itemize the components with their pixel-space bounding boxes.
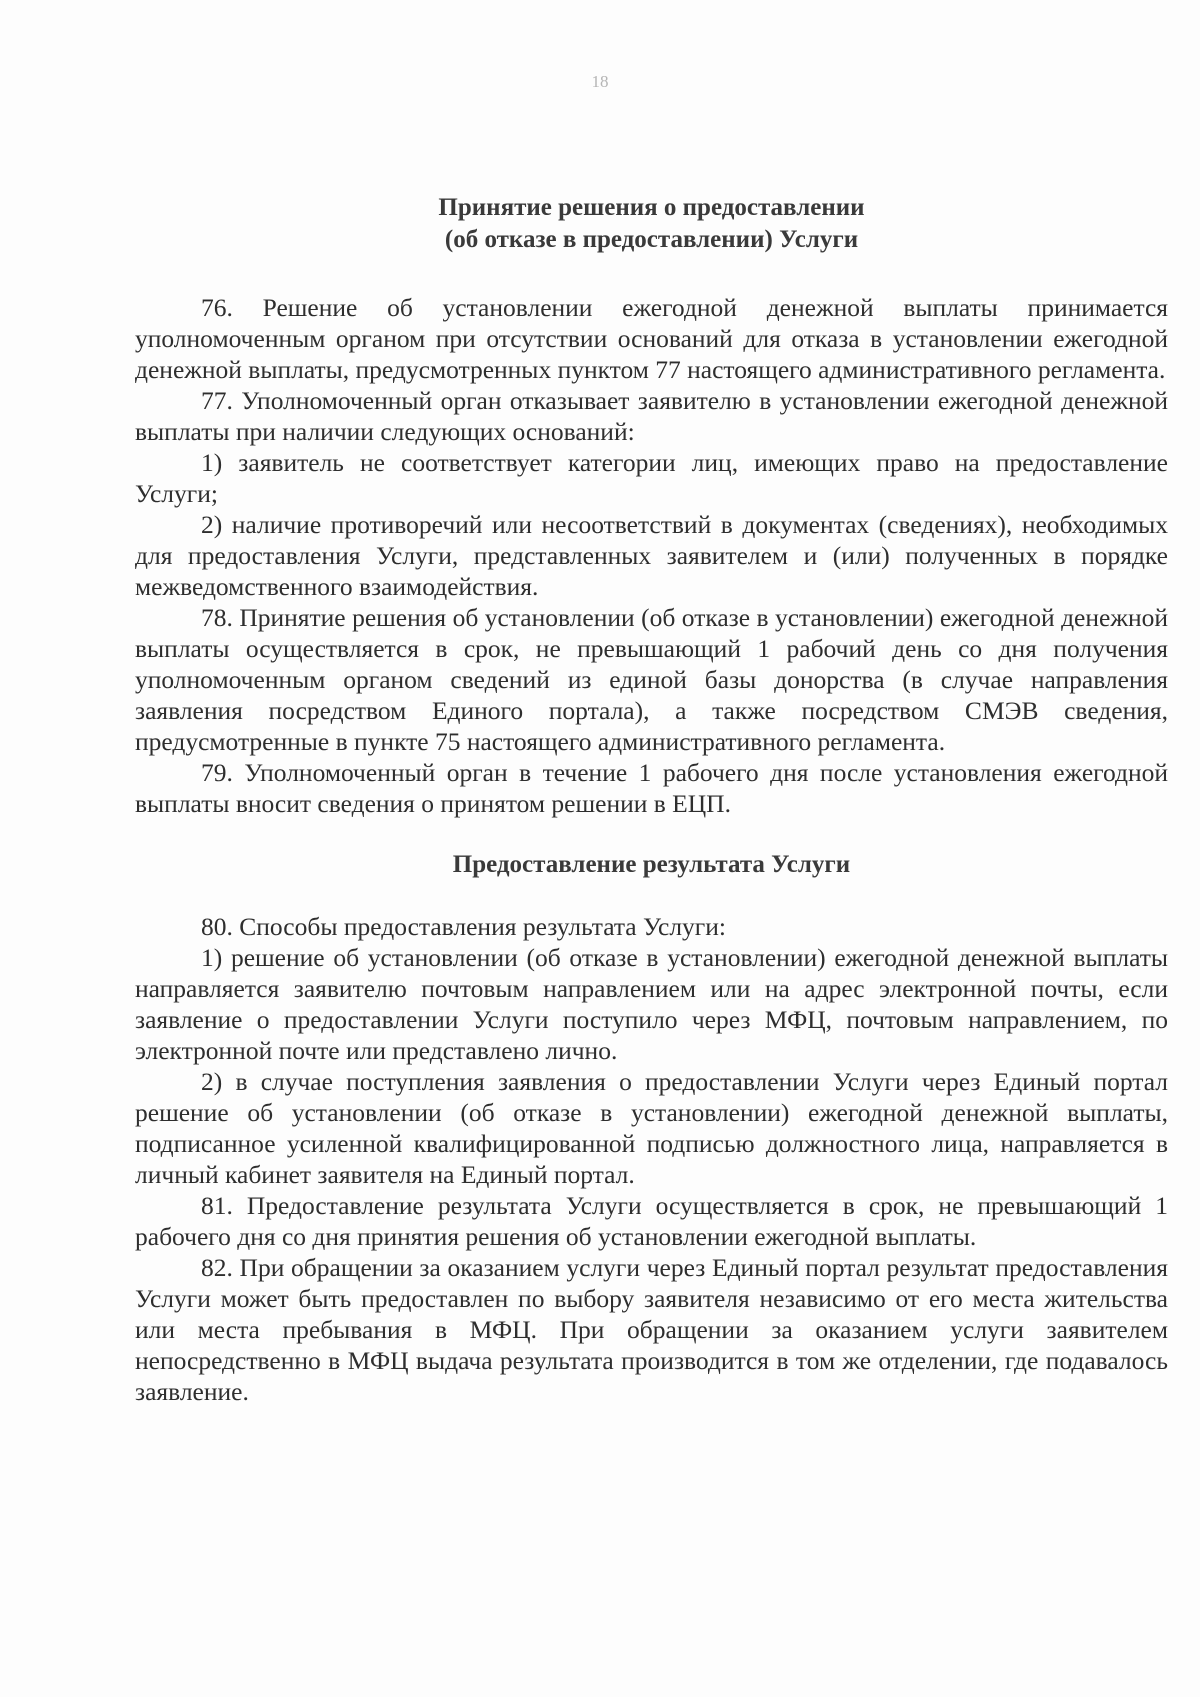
paragraph-77-item-2: 2) наличие противоречий или несоответствий в документах (сведениях), необходимых для предоставления Услуги, представленных заявителем и (или) полученных в порядке межведомственного взаимодействия. — [135, 510, 1168, 601]
section-title-line: Принятие решения о предоставлении — [438, 194, 865, 221]
page-number: 18 — [591, 72, 609, 91]
section-title-line: (об отказе в предоставлении) Услуги — [444, 226, 859, 253]
paragraph-80: 80. Способы предоставления результата Услуги: — [201, 912, 726, 941]
paragraph-77: 77. Уполномоченный орган отказывает заявителю в установлении ежегодной денежной выплаты при наличии следующих оснований: — [135, 386, 1168, 446]
paragraph-79: 79. Уполномоченный орган в течение 1 рабочего дня после установления ежегодной выплаты вносит сведения о принятом решении в ЕЦП. — [135, 758, 1168, 818]
section-title-result: Предоставление результата Услуги — [452, 851, 851, 878]
paragraph-77-item-1: 1) заявитель не соответствует категории лиц, имеющих право на предоставление Услуги; — [135, 448, 1168, 508]
section-title-decision — [135, 192, 1168, 256]
paragraph-78: 78. Принятие решения об установлении (об отказе в установлении) ежегодной денежной выплаты осуществляется в срок, не превышающий 1 рабочий день со дня получения уполномоченным органом сведений из единой базы донорства (в случае направления заявления посредством Единого портала), а также посредством СМЭВ сведения, предусмотренные в пункте 75 настоящего административного регламента. — [135, 603, 1168, 756]
paragraph-80-item-1: 1) решение об установлении (об отказе в установлении) ежегодной денежной выплаты направляется заявителю почтовым направлением или на адрес электронной почты, если заявление о предоставлении Услуги поступило через МФЦ, почтовым направлением, по электронной почте или представлено лично. — [135, 943, 1168, 1065]
paragraph-76: 76. Решение об установлении ежегодной денежной выплаты принимается уполномоченным органом при отсутствии оснований для отказа в установлении ежегодной денежной выплаты, предусмотренных пунктом 77 настоящего административного регламента. — [135, 293, 1168, 384]
paragraph-81: 81. Предоставление результата Услуги осуществляется в срок, не превышающий 1 рабочего дня со дня принятия решения об установлении ежегодной выплаты. — [135, 1191, 1168, 1251]
document-body — [135, 192, 1168, 1407]
paragraph-82: 82. При обращении за оказанием услуги через Единый портал результат предоставления Услуги может быть предоставлен по выбору заявителя независимо от его места жительства или места пребывания в МФЦ. При обращении за оказанием услуги заявителем непосредственно в МФЦ выдача результата производится в том же отделении, где подавалось заявление. — [135, 1253, 1168, 1406]
paragraph-80-item-2: 2) в случае поступления заявления о предоставлении Услуги через Единый портал решение об установлении (об отказе в установлении) ежегодной денежной выплаты, подписанное усиленной квалифицированной подписью должностного лица, направляется в личный кабинет заявителя на Единый портал. — [135, 1067, 1168, 1189]
